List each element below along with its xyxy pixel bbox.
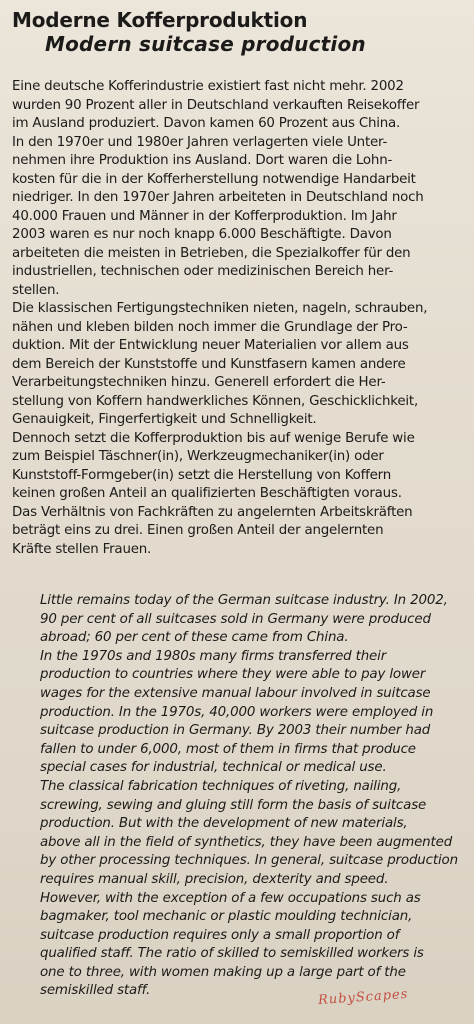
title-german: Moderne Kofferproduktion	[12, 8, 308, 32]
english-text-line: production to countries where they were able to pay lower	[40, 667, 426, 683]
german-text-line: Die klassischen Fertigungstechniken nieten, nageln, schrauben,	[12, 301, 428, 316]
german-text-line: Kräfte stellen Frauen.	[12, 541, 152, 557]
german-text-line: kosten für die in der Kofferherstellung notwendige Handarbeit	[12, 171, 416, 187]
german-text-line: In den 1970er und 1980er Jahren verlagerten viele Unter-	[12, 134, 388, 150]
german-text-line: im Ausland produziert. Davon kamen 60 Prozent aus China.	[12, 116, 401, 131]
sign-titles	[12, 8, 366, 56]
english-text-line: qualified staff. The ratio of skilled to semiskilled workers is	[40, 946, 424, 962]
german-text-line: Eine deutsche Kofferindustrie existiert fast nicht mehr. 2002	[12, 79, 404, 94]
german-text-line: Kunststoff-Formgeber(in) setzt die Herstellung von Koffern	[12, 467, 392, 483]
german-text-line: niedriger. In den 1970er Jahren arbeiteten in Deutschland noch	[12, 190, 424, 205]
english-text-line: fallen to under 6,000, most of them in firms that produce	[40, 741, 416, 757]
english-text-line: Little remains today of the German suitcase industry. In 2002,	[40, 593, 448, 608]
german-text-line: 40.000 Frauen und Männer in der Kofferproduktion. Im Jahr	[12, 208, 397, 224]
english-text-line: production. In the 1970s, 40,000 workers were employed in	[40, 704, 434, 720]
german-text-line: stellung von Koffern handwerkliches Können, Geschicklichkeit,	[12, 393, 419, 409]
english-text-line: suitcase production requires only a small proportion of	[40, 927, 400, 943]
english-text-line: semiskilled staff.	[40, 983, 151, 999]
english-text-line: abroad; 60 per cent of these came from China.	[40, 630, 349, 646]
german-text-line: keinen großen Anteil an qualifizierten Beschäftigten voraus.	[12, 486, 402, 501]
german-text-line: beträgt eins zu drei. Einen großen Anteil der angelernten	[12, 523, 384, 538]
german-text-line: nähen und kleben bilden noch immer die Grundlage der Pro-	[12, 319, 408, 335]
english-text-line: suitcase production in Germany. By 2003 their number had	[40, 723, 431, 739]
german-text-line: stellen.	[12, 282, 60, 298]
german-text-line: Genauigkeit, Fingerfertigkeit und Schnelligkeit.	[12, 412, 317, 427]
german-text-block	[12, 78, 468, 559]
english-text-line: by other processing techniques. In general, suitcase production	[40, 853, 458, 869]
english-text-block	[40, 592, 470, 1001]
german-text-line: arbeiteten die meisten in Betrieben, die Spezialkoffer für den	[12, 245, 411, 261]
english-text-line: wages for the extensive manual labour involved in suitcase	[40, 685, 431, 701]
english-text-line: bagmaker, tool mechanic or plastic moulding technician,	[40, 909, 413, 925]
title-english: Modern suitcase production	[45, 32, 366, 56]
german-text-line: dem Bereich der Kunststoffe und Kunstfasern kamen andere	[12, 356, 406, 372]
german-text-line: Verarbeitungstechniken hinzu. Generell erfordert die Her-	[12, 375, 386, 390]
english-text-line: 90 per cent of all suitcases sold in Germany were produced	[40, 611, 431, 627]
english-text-line: screwing, sewing and gluing still form the basis of suitcase	[40, 797, 427, 813]
german-text-line: duktion. Mit der Entwicklung neuer Materialien vor allem aus	[12, 338, 409, 353]
german-text-line: industriellen, technischen oder medizinischen Bereich her-	[12, 264, 394, 279]
english-text-line: The classical fabrication techniques of riveting, nailing,	[40, 778, 402, 794]
german-text-line: zum Beispiel Täschner(in), Werkzeugmechaniker(in) oder	[12, 449, 384, 464]
german-text-line: 2003 waren es nur noch knapp 6.000 Beschäftigte. Davon	[12, 227, 392, 242]
english-text-line: In the 1970s and 1980s many firms transferred their	[40, 648, 387, 664]
english-text-line: special cases for industrial, technical or medical use.	[40, 760, 387, 776]
english-text-line: However, with the exception of a few occupations such as	[40, 890, 421, 906]
german-text-line: wurden 90 Prozent aller in Deutschland verkauften Reisekoffer	[12, 97, 420, 113]
photographer-watermark: RubyScapes	[317, 986, 409, 1009]
english-text-line: production. But with the development of new materials,	[40, 816, 408, 832]
english-text-line: requires manual skill, precision, dexterity and speed.	[40, 871, 389, 887]
german-text-line: Das Verhältnis von Fachkräften zu angelernten Arbeitskräften	[12, 504, 413, 520]
english-text-line: one to three, with women making up a large part of the	[40, 964, 406, 980]
english-text-line: above all in the field of synthetics, they have been augmented	[40, 834, 453, 850]
german-text-line: Dennoch setzt die Kofferproduktion bis auf wenige Berufe wie	[12, 430, 415, 446]
german-text-line: nehmen ihre Produktion ins Ausland. Dort waren die Lohn-	[12, 153, 393, 168]
